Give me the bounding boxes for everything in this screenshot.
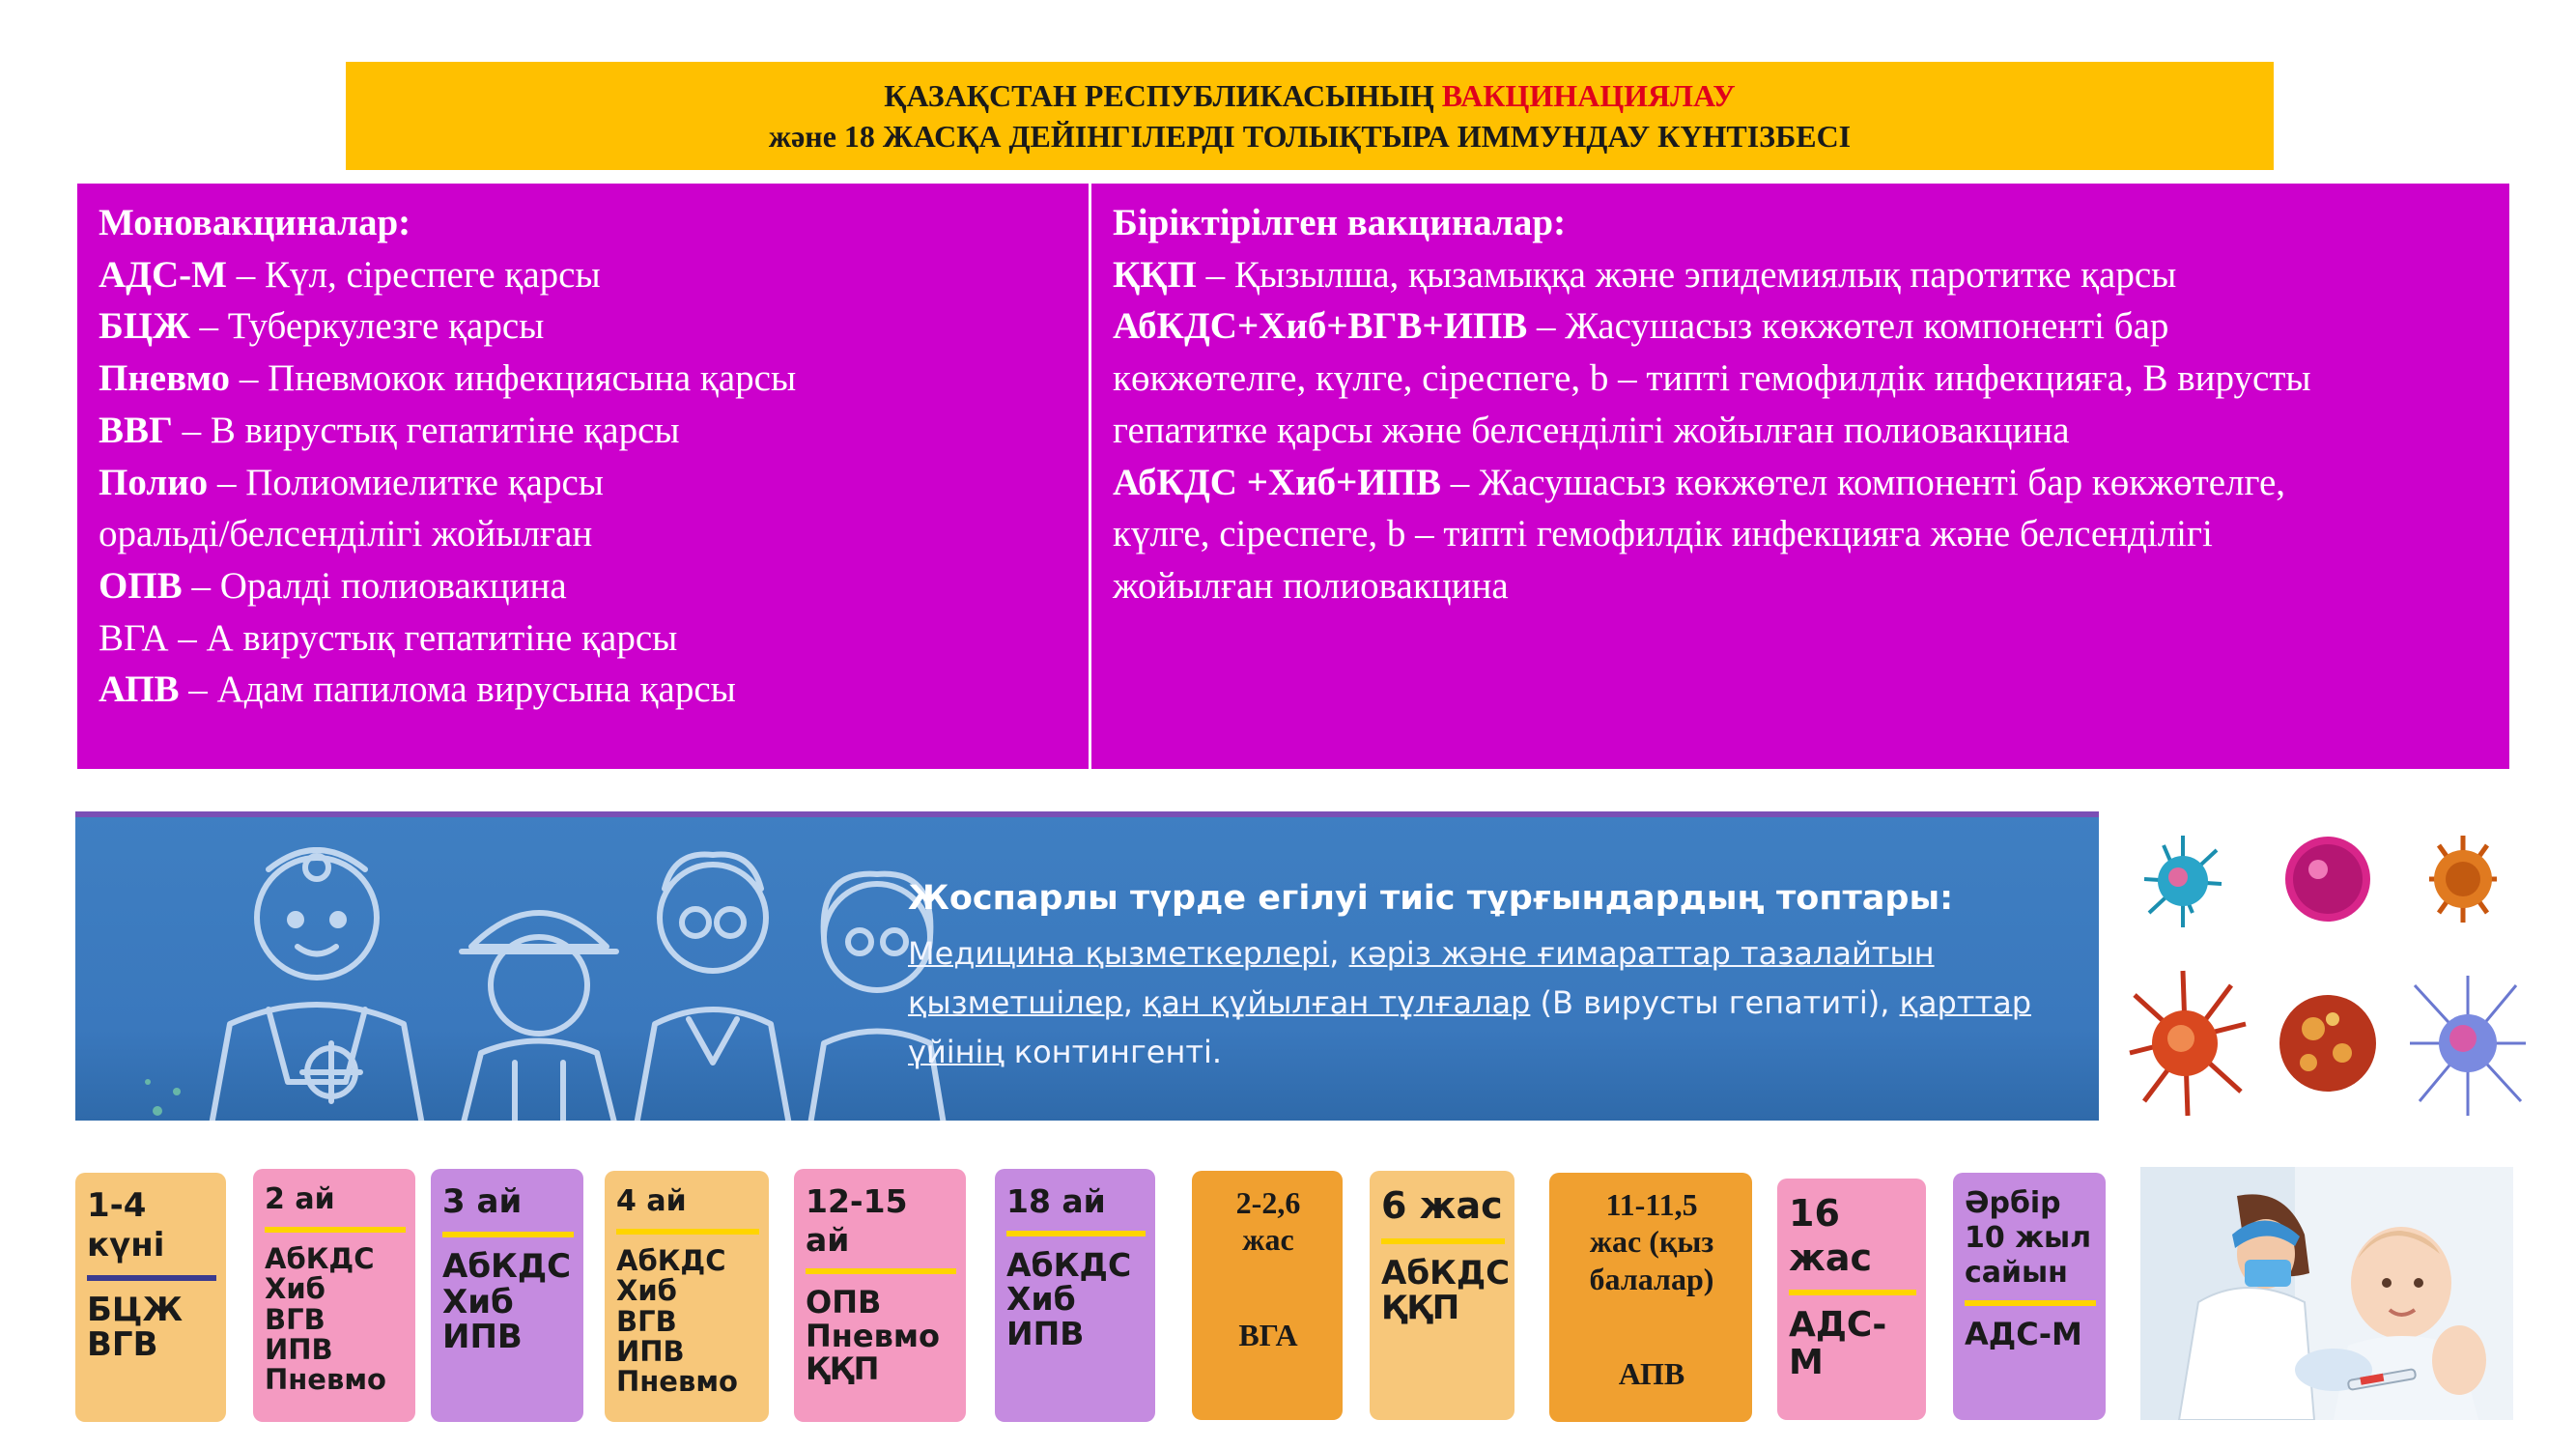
schedule-divider xyxy=(87,1275,216,1281)
mono-vaccine-desc: оральді/белсенділігі жойылған xyxy=(99,513,593,555)
virus-icon xyxy=(2279,995,2376,1092)
mono-vaccine-desc: – В вирустық гепатитіне қарсы xyxy=(172,409,680,451)
mono-vaccines-column xyxy=(77,184,1091,769)
schedule-card xyxy=(605,1171,769,1422)
mono-vaccine-desc: – Пневмокок инфекциясына қарсы xyxy=(230,357,797,400)
schedule-card xyxy=(1192,1171,1343,1420)
mono-vaccine-item xyxy=(99,300,1069,353)
combo-vaccine-item xyxy=(1113,457,2490,509)
schedule-age: Әрбір 10 жыл сайын xyxy=(1965,1186,2092,1290)
schedule-divider xyxy=(1561,1307,1742,1346)
schedule-divider xyxy=(442,1232,574,1237)
combo-vaccine-item xyxy=(1113,560,2490,612)
schedule-divider xyxy=(616,1229,759,1235)
vaccine-definition-table xyxy=(75,182,2511,771)
combo-vaccine-desc: – Жасушасыз көкжөтел компоненті бар көкжөтелге, xyxy=(1440,461,2286,503)
schedule-vaccines: АбКДС Хиб ВГВ ИПВ Пневмо xyxy=(265,1242,386,1397)
virus-icons xyxy=(2125,831,2531,1121)
risk-groups-title: Жоспарлы түрде егілуі тиіс тұрғындардың топтары: xyxy=(908,879,1954,918)
mono-vaccine-abbr: БЦЖ xyxy=(99,305,190,348)
combo-vaccine-desc: көкжөтелге, күлге, сіреспеге, b – типті гемофилдік инфекцияға, В вирусты xyxy=(1113,357,2311,400)
mono-vaccine-desc: – Оралді полиовакцина xyxy=(182,564,567,607)
schedule-vaccines: ВГА xyxy=(1238,1317,1298,1352)
mono-vaccine-item xyxy=(99,664,1069,716)
schedule-age: 11-11,5 жас (қыз балалар) xyxy=(1589,1187,1714,1296)
combo-vaccine-desc: – Қызылша, қызамыққа және эпидемиялық паротитке қарсы xyxy=(1196,253,2177,296)
schedule-age: 2-2,6 жас xyxy=(1235,1185,1301,1258)
virus-icon xyxy=(2285,837,2370,922)
title-banner xyxy=(346,62,2274,170)
mono-vaccine-desc: – Полиомиелитке қарсы xyxy=(208,461,604,503)
mono-vaccine-item xyxy=(99,612,1069,665)
child-vaccination-photo-icon xyxy=(2140,1167,2513,1420)
title-line-1-black: ҚАЗАҚСТАН РЕСПУБЛИКАСЫНЫҢ xyxy=(884,78,1442,113)
schedule-vaccines: АДС-М xyxy=(1789,1305,1887,1383)
risk-groups-text xyxy=(908,929,2067,1077)
group-blood-recipients: қан құйылған тұлғалар xyxy=(1143,984,1531,1021)
schedule-divider xyxy=(265,1227,406,1233)
schedule-vaccines: АбКДС ҚҚП xyxy=(1381,1253,1511,1328)
mono-vaccine-desc: – Туберкулезге қарсы xyxy=(189,305,545,348)
mono-vaccine-item xyxy=(99,405,1069,457)
schedule-age: 12-15 ай xyxy=(806,1182,908,1259)
mono-vaccine-abbr: Полио xyxy=(99,461,209,503)
risk-groups-banner xyxy=(75,811,2099,1121)
schedule-vaccines: АДС-М xyxy=(1965,1316,2082,1352)
combo-header: Біріктірілген вакциналар: xyxy=(1113,202,1567,243)
mono-vaccine-abbr: Пневмо xyxy=(99,357,231,400)
combo-vaccine-item xyxy=(1113,353,2490,405)
schedule-card xyxy=(1370,1171,1514,1420)
schedule-card xyxy=(995,1169,1155,1422)
mono-vaccine-abbr: ОПВ xyxy=(99,564,183,607)
combo-vaccine-item xyxy=(1113,300,2490,353)
schedule-age: 6 жас xyxy=(1381,1184,1503,1227)
schedule-divider xyxy=(1203,1268,1333,1307)
group-medical-workers: Медицина қызметкерлері xyxy=(908,935,1330,972)
combo-vaccine-desc: жойылған полиовакцина xyxy=(1113,564,1509,607)
schedule-divider xyxy=(1965,1300,2096,1306)
combo-vaccine-abbr: АбКДС +Хиб+ИПВ xyxy=(1113,461,1441,503)
mono-vaccine-desc: ВГА – А вирустық гепатитіне қарсы xyxy=(99,616,678,659)
schedule-age: 4 ай xyxy=(616,1184,687,1218)
schedule-card xyxy=(1549,1173,1752,1422)
combo-vaccine-desc: – Жасушасыз көкжөтел компоненті бар xyxy=(1527,305,2169,348)
virus-icon xyxy=(2410,976,2526,1116)
schedule-age: 18 ай xyxy=(1006,1182,1106,1220)
group-blood-note: (В вирусты гепатиті), xyxy=(1530,984,1900,1021)
sep: , xyxy=(1329,935,1349,972)
mono-header: Моновакциналар: xyxy=(99,202,411,243)
virus-icon xyxy=(2429,836,2497,923)
schedule-vaccines: АбКДС Хиб ИПВ xyxy=(1006,1245,1132,1352)
mono-vaccine-item xyxy=(99,457,1069,509)
schedule-card xyxy=(75,1173,226,1422)
schedule-divider xyxy=(806,1268,956,1274)
schedule-divider xyxy=(1381,1238,1505,1244)
mono-vaccine-item xyxy=(99,353,1069,405)
schedule-age: 1-4 күні xyxy=(87,1186,165,1264)
mono-vaccine-item xyxy=(99,249,1069,301)
title-line-1-red: ВАКЦИНАЦИЯЛАУ xyxy=(1441,78,1736,113)
combo-vaccine-abbr: ҚҚП xyxy=(1113,253,1197,296)
schedule-vaccines: АПВ xyxy=(1618,1356,1685,1392)
mono-vaccine-item xyxy=(99,508,1069,560)
combined-vaccines-column xyxy=(1091,184,2509,769)
virus-icon xyxy=(2144,836,2222,927)
mono-vaccine-abbr: ВВГ xyxy=(99,409,173,451)
group-sewer-cleaners: кәріз және ғимараттар тазалайтын қызметшілер xyxy=(908,935,1935,1021)
schedule-age: 2 ай xyxy=(265,1182,335,1216)
schedule-card xyxy=(1777,1179,1926,1420)
medical-workers-illustration-icon xyxy=(133,811,983,1121)
schedule-age: 3 ай xyxy=(442,1182,523,1221)
schedule-card xyxy=(794,1169,966,1422)
mono-vaccine-item xyxy=(99,560,1069,612)
combo-vaccine-item xyxy=(1113,405,2490,457)
schedule-age: 16 жас xyxy=(1789,1192,1872,1279)
combo-vaccine-abbr: АбКДС+Хиб+ВГВ+ИПВ xyxy=(1113,305,1528,348)
combo-list xyxy=(1113,249,2490,612)
schedule-vaccines: АбКДС Хиб ИПВ xyxy=(442,1246,572,1357)
group-nursing-home-tail: контингенті. xyxy=(1004,1034,1223,1070)
schedule-card xyxy=(431,1169,583,1422)
schedule-vaccines: ОПВ Пневмо ҚҚП xyxy=(806,1284,940,1388)
title-line-2: және 18 ЖАСҚА ДЕЙІНГІЛЕРДІ ТОЛЫҚТЫРА ИММУНДАУ КҮНТІЗБЕСІ xyxy=(768,119,1852,154)
mono-vaccine-abbr: АПВ xyxy=(99,668,180,711)
mono-vaccine-desc: – Адам папилома вирусына қарсы xyxy=(179,668,736,711)
schedule-vaccines: БЦЖ ВГВ xyxy=(87,1290,184,1365)
group-nursing-home: қарттар үйінің xyxy=(908,984,2031,1070)
schedule-card xyxy=(253,1169,415,1422)
combo-vaccine-item xyxy=(1113,249,2490,301)
virus-icon xyxy=(2130,971,2246,1116)
combo-vaccine-item xyxy=(1113,508,2490,560)
schedule-card xyxy=(1953,1173,2106,1420)
mono-vaccine-abbr: АДС-М xyxy=(99,253,227,296)
sep: , xyxy=(1122,984,1144,1021)
mono-vaccine-desc: – Күл, сіреспеге қарсы xyxy=(226,253,601,296)
schedule-divider xyxy=(1006,1231,1146,1236)
schedule-vaccines: АбКДС Хиб ВГВ ИПВ Пневмо xyxy=(616,1244,738,1399)
combo-vaccine-desc: гепатитке қарсы және белсенділігі жойылған полиовакцина xyxy=(1113,409,2070,451)
mono-list xyxy=(99,249,1069,716)
combo-vaccine-desc: күлге, сіреспеге, b – типті гемофилдік инфекцияға және белсенділігі xyxy=(1113,513,2213,555)
title-line-1 xyxy=(884,75,1735,116)
schedule-divider xyxy=(1789,1290,1916,1295)
